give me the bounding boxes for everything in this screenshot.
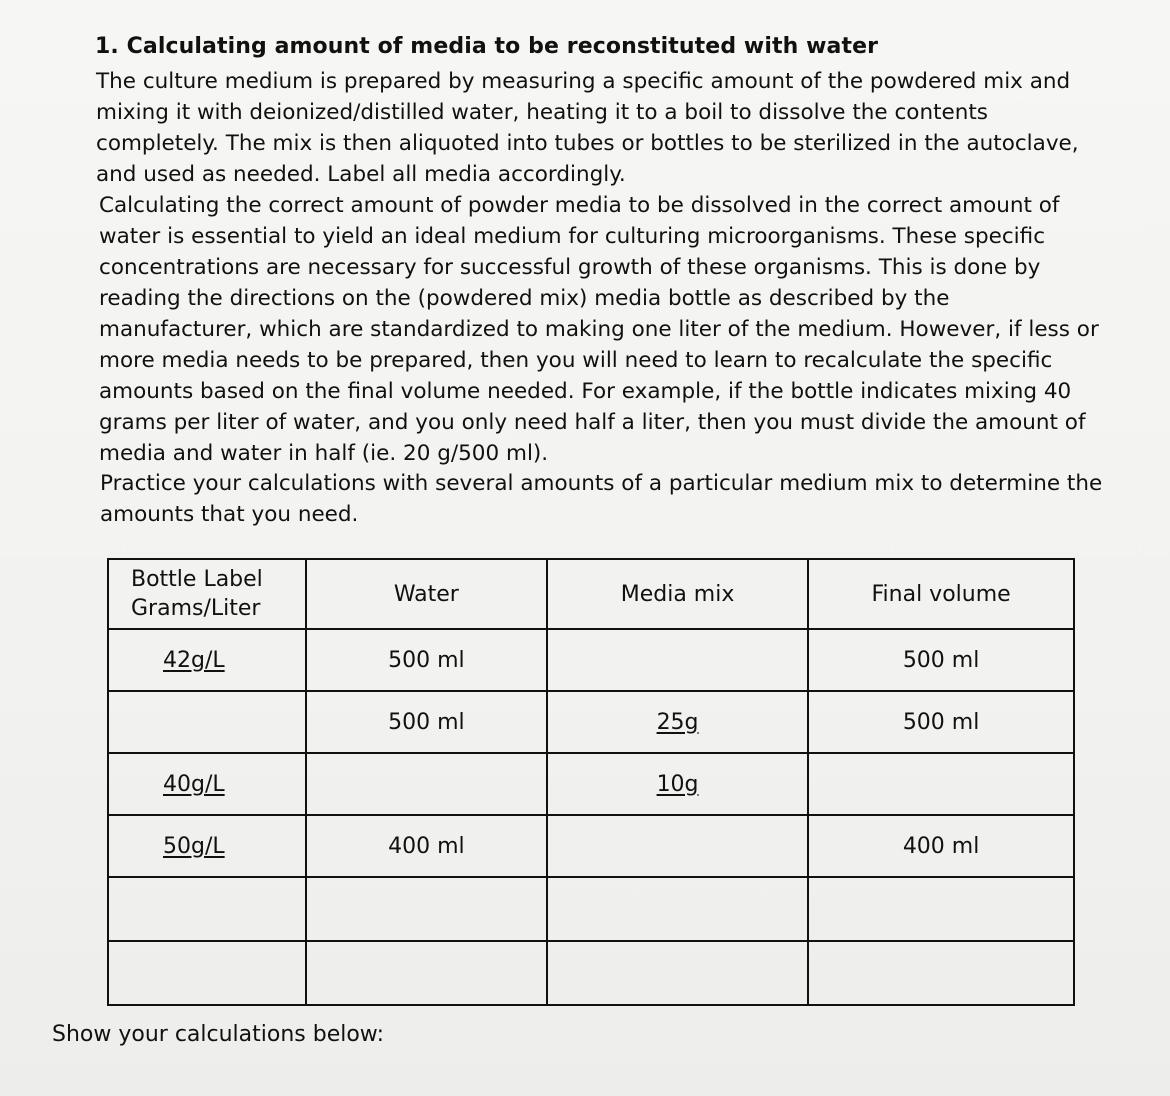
cell-final-volume[interactable]: 500 ml — [808, 691, 1074, 753]
header-bottle-label-line2: Grams/Liter — [131, 596, 261, 621]
practice-paragraph: Practice your calculations with several amounts of a particular medium mix to determine the amounts that you need. — [100, 471, 1103, 527]
header-media-mix: Media mix — [547, 559, 808, 629]
cell-final-volume[interactable]: 400 ml — [808, 815, 1074, 877]
header-water: Water — [306, 559, 547, 629]
cell-bottle-label[interactable]: 50g/L — [108, 815, 306, 877]
cell-water[interactable] — [306, 941, 547, 1005]
cell-final-volume[interactable] — [808, 877, 1074, 941]
table-row — [108, 815, 1074, 877]
cell-water[interactable] — [306, 753, 547, 815]
cell-water[interactable] — [306, 877, 547, 941]
cell-media-mix[interactable] — [547, 877, 808, 941]
cell-bottle-label[interactable] — [108, 941, 306, 1005]
header-bottle-label — [108, 559, 306, 629]
table-row-blank — [108, 877, 1074, 941]
table-row — [108, 753, 1074, 815]
cell-water[interactable]: 500 ml — [306, 691, 547, 753]
cell-media-mix[interactable] — [547, 815, 808, 877]
cell-water[interactable]: 500 ml — [306, 629, 547, 691]
calculations-prompt: Show your calculations below: — [52, 1022, 385, 1047]
cell-bottle-label[interactable]: 40g/L — [108, 753, 306, 815]
cell-final-volume[interactable] — [808, 941, 1074, 1005]
cell-media-mix[interactable]: 10g — [547, 753, 808, 815]
cell-bottle-label[interactable] — [108, 691, 306, 753]
cell-media-mix[interactable]: 25g — [547, 691, 808, 753]
cell-final-volume[interactable]: 500 ml — [808, 629, 1074, 691]
table-header-row — [108, 559, 1074, 629]
cell-final-volume[interactable] — [808, 753, 1074, 815]
cell-bottle-label[interactable]: 42g/L — [108, 629, 306, 691]
cell-bottle-label[interactable] — [108, 877, 306, 941]
cell-media-mix[interactable] — [547, 629, 808, 691]
table-row — [108, 629, 1074, 691]
cell-water[interactable]: 400 ml — [306, 815, 547, 877]
table-row-blank — [108, 941, 1074, 1005]
section-heading: 1. Calculating amount of media to be reconstituted with water — [95, 34, 879, 59]
explanation-paragraph: Calculating the correct amount of powder media to be dissolved in the correct amount of water is essential to yield an ideal medium for culturing microorganisms. These specific concentrations are necessary for successful growth of these organisms. This is done by reading the directions on the (powdered mix) media bottle as described by the manufacturer, which are standardized to making one liter of the medium. However, if less or more media needs to be prepared, then you will need to learn to recalculate the specific amounts based on the final volume needed. For example, if the bottle indicates mixing 40 grams per liter of water, and you only need half a liter, then you must divide the amount of media and water in half (ie. 20 g/500 ml). — [99, 193, 1099, 466]
table-row — [108, 691, 1074, 753]
intro-paragraph: The culture medium is prepared by measuring a specific amount of the powdered mix and mixing it with deionized/distilled water, heating it to a boil to dissolve the contents completely. The mix is then aliquoted into tubes or bottles to be sterilized in the autoclave, and used as needed. Label all media accordingly. — [96, 69, 1079, 187]
cell-media-mix[interactable] — [547, 941, 808, 1005]
media-calculation-table — [107, 558, 1075, 1006]
header-bottle-label-line1: Bottle Label — [131, 567, 263, 592]
header-final-volume: Final volume — [808, 559, 1074, 629]
